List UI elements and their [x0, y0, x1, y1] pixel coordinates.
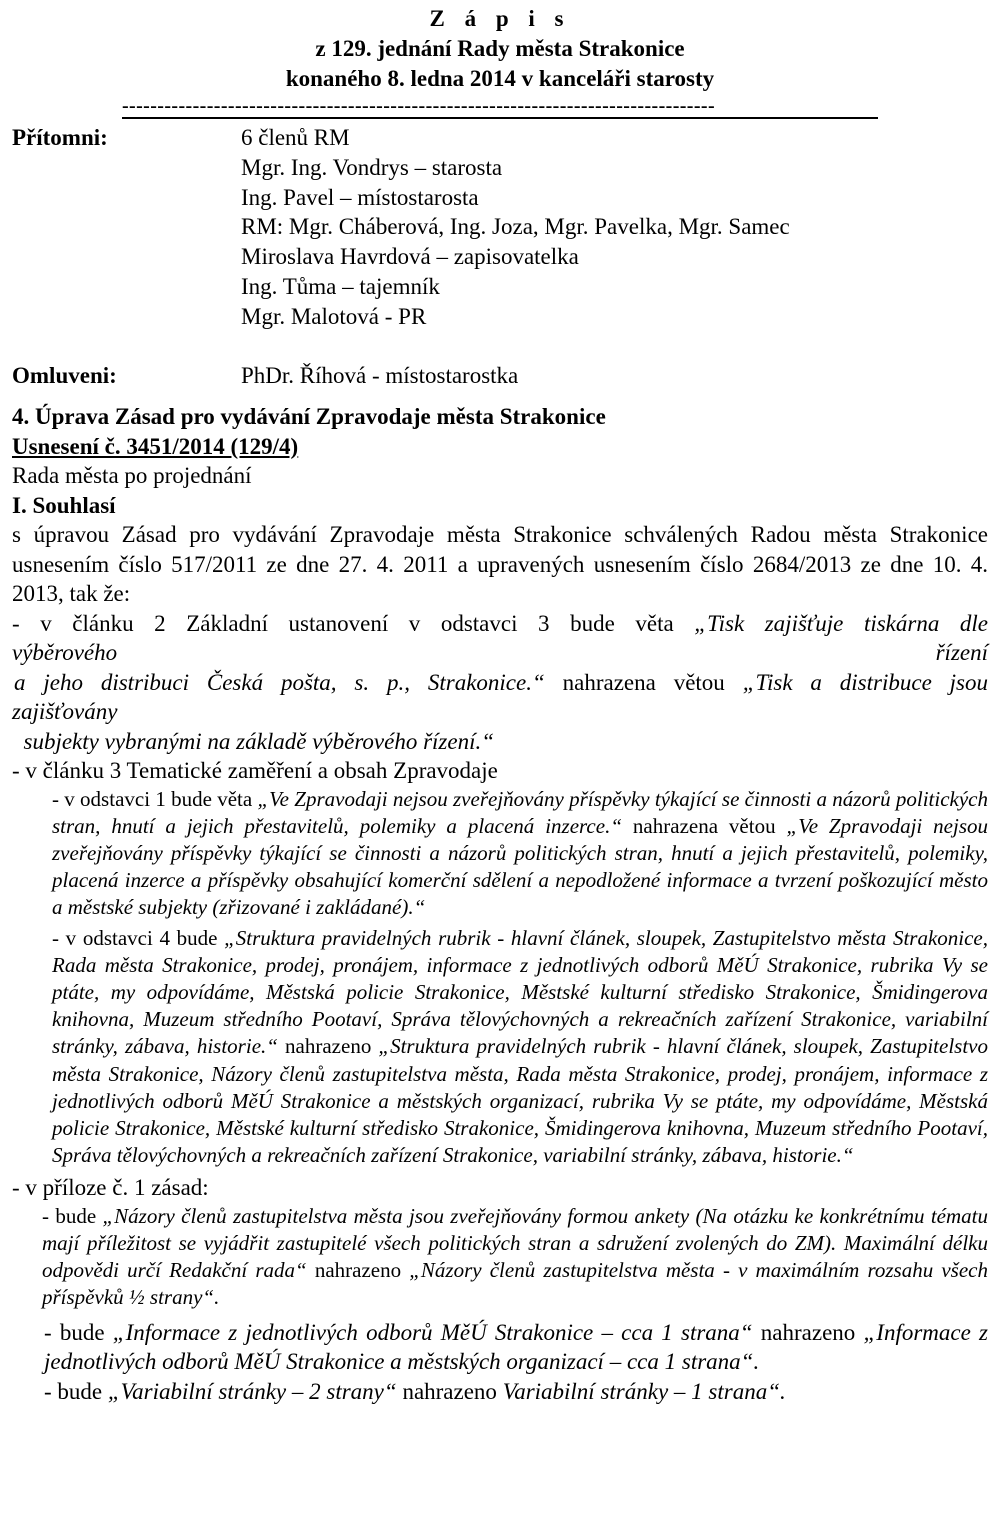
- paragraph-4-new: „Struktura pravidelných rubrik - hlavní článek, sloupek, Zastupitelstvo města Strakonice, Názory členů zastupitelstva města, Rada města Strakonice, prodej, pronájem, informace z jednotlivých odborů MěÚ Strakonice a městských organizací, rubrika Vy se ptáte, my odpovídáme, Městská policie Strakonice, Městské kulturní středisko Strakonice, Šmidingerova knihovna, Muzeum středního Pootaví, Správa tělovýchovných a rekreačních zařízení Strakonice, variabilní stránky, zábava, historie.“: [52, 1034, 988, 1168]
- agenda-item: [12, 402, 988, 1406]
- annex-bullet-2-text: [44, 1318, 988, 1377]
- annex-bullet-2-old: „Informace z jednotlivých odborů MěÚ Strakonice – cca 1 strana“: [112, 1319, 753, 1345]
- minutes-header: [0, 0, 1000, 94]
- paragraph-1-old: „Ve Zpravodaji nejsou zveřejňovány příspěvky týkající se činnosti a názorů politických stran, hnutí a jejich přestavitelů, polemiky a placená inzerce.“: [52, 786, 988, 838]
- paragraph-1-text: [34, 786, 988, 922]
- article-2-new-part2: zajišťovány: [12, 699, 118, 724]
- meeting-date-place: konaného 8. ledna 2014 v kanceláři starosty: [285, 66, 715, 91]
- article-3-paragraph-1: [52, 786, 988, 922]
- present-item: RM: Mgr. Cháberová, Ing. Joza, Mgr. Pavelka, Mgr. Samec: [241, 214, 790, 240]
- article-2-mid: nahrazena větou: [544, 669, 743, 695]
- annex-bullet-2-mid: nahrazeno: [752, 1319, 864, 1345]
- annex-bullet-3-old: „Variabilní stránky – 2 strany“: [107, 1378, 397, 1404]
- excused-label: Omluveni:: [12, 363, 117, 388]
- article-2-change: [12, 609, 988, 757]
- paragraph-4-mid: nahrazeno: [277, 1034, 379, 1059]
- resolution-number: Usnesení č. 3451/2014 (129/4): [12, 433, 299, 459]
- annex-bullet-3: [44, 1377, 988, 1407]
- resolution-intro: Rada města po projednání: [12, 463, 252, 488]
- article-2-old-part2b: řízení: [935, 640, 988, 665]
- paragraph-4-lead: - v odstavci 4 bude: [52, 925, 225, 950]
- paragraph-4-text: [52, 925, 988, 1170]
- annex-bullet-3-new: Variabilní stránky – 1 strana“.: [502, 1378, 786, 1404]
- consent-text: s úpravou Zásad pro vydávání Zpravodaje města Strakonice schválených Radou města Strakonice usnesením číslo 517/2011 ze dne 27. 4. 2011 a upravených usnesením číslo 2684/2013 ze dne 10. 4. 2013, tak že:: [12, 522, 988, 606]
- article-2-old-part2a: výběrového: [12, 640, 118, 665]
- annex-bullet-2-lead: - bude: [44, 1319, 113, 1345]
- resolution-section: I. Souhlasí: [12, 492, 116, 518]
- excused-value: PhDr. Říhová - místostarostka: [241, 363, 519, 388]
- annex-bullet-1-lead: - bude: [42, 1203, 103, 1228]
- annex-bullet-1: [42, 1203, 988, 1312]
- article-2-old-part3: a jeho distribuci Česká pošta, s. p., Strakonice.“: [14, 669, 545, 695]
- annex-bullet-1-text: [42, 1203, 988, 1312]
- present-list: [241, 123, 790, 332]
- meeting-number: z 129. jednání Rady města Strakonice: [315, 36, 685, 61]
- minutes-title: Z á p i s: [429, 6, 571, 31]
- annex-bullet-2: [44, 1318, 988, 1377]
- present-item: Miroslava Havrdová – zapisovatelka: [241, 244, 579, 270]
- annex-bullet-1-old: „Názory členů zastupitelstva města jsou zveřejňovány formou ankety (Na otázku ke konkrétnímu tématu mají příležitost se vyjádřit zastupitelé všech politických stran a sdružení zvolených do ZM). Maximální délku odpovědi určí Redakční rada“: [42, 1203, 988, 1283]
- present-item: Mgr. Ing. Vondrys – starosta: [241, 154, 503, 180]
- article-2-line: [12, 638, 988, 668]
- present-item: 6 členů RM: [241, 125, 350, 150]
- present-item: Ing. Pavel – místostarosta: [241, 184, 479, 210]
- article-3-paragraph-4: [52, 925, 988, 1170]
- article-2-line: [12, 609, 988, 639]
- article-2-line: [12, 668, 988, 698]
- article-3-lead: - v článku 3 Tematické zaměření a obsah Zpravodaje: [12, 758, 498, 783]
- paragraph-1-mid: nahrazena větou: [622, 813, 787, 838]
- paragraph-4-old: „Struktura pravidelných rubrik - hlavní článek, sloupek, Zastupitelstvo města Strakonice, Rada města Strakonice, prodej, pronájem, informace z jednotlivých odborů MěÚ Strakonice, rubrika Vy se ptáte, my odpovídáme, Městská policie Strakonice, Městské kulturní středisko Strakonice, Šmidingerova knihovna, Muzeum středního Pootaví, Správa tělovýchovných a rekreačních zařízení Strakonice, variabilní stránky, zábava, historie.“: [52, 925, 989, 1059]
- annex-bullet-1-new: „Názory členů zastupitelstva města - v maximálním rozsahu všech příspěvků ½ strany“.: [42, 1258, 988, 1310]
- paragraph-1-new: „Ve Zpravodaji nejsou zveřejňovány příspěvky týkající se činnosti a názorů politických stran, hnutí a jejich přestavitelů, polemiky, placená inzerce a příspěvky obsahující komerční sdělení a nepodložené informace a tvrzení poškozující město a městské subjekty (zřizované i zakládané).“: [52, 813, 989, 920]
- annex-lead: - v příloze č. 1 zásad:: [12, 1175, 209, 1201]
- annex-bullet-1-mid: nahrazeno: [306, 1258, 410, 1283]
- article-2-new-part3: subjekty vybranými na základě výběrového řízení.“: [12, 728, 495, 754]
- annex-bullet-2-new: „Informace z jednotlivých odborů MěÚ Strakonice a městských organizací – cca 1 strana“.: [44, 1319, 988, 1375]
- annex-bullet-3-mid: nahrazeno: [396, 1378, 503, 1404]
- present-item: Mgr. Malotová - PR: [241, 303, 427, 329]
- header-rule: [122, 117, 878, 119]
- item-heading: 4. Úprava Zásad pro vydávání Zpravodaje města Strakonice: [12, 404, 606, 429]
- paragraph-1-lead: - v odstavci 1 bude věta: [52, 786, 258, 811]
- present-item: Ing. Tůma – tajemník: [241, 273, 440, 299]
- annex-bullet-3-text: [44, 1377, 988, 1407]
- annex-bullet-3-lead: - bude: [44, 1378, 108, 1404]
- article-2-lead: - v článku 2 Základní ustanovení v odstavci 3 bude věta: [12, 610, 695, 636]
- header-separator: [122, 95, 878, 117]
- present-label: Přítomni:: [12, 125, 108, 150]
- article-2-new-part1: „Tisk a distribuce jsou: [742, 669, 988, 695]
- separator-dashes: ------------------------------------------------------------------------------------: [122, 95, 716, 117]
- article-2-old-part1: „Tisk zajišťuje tiskárna dle: [694, 610, 989, 636]
